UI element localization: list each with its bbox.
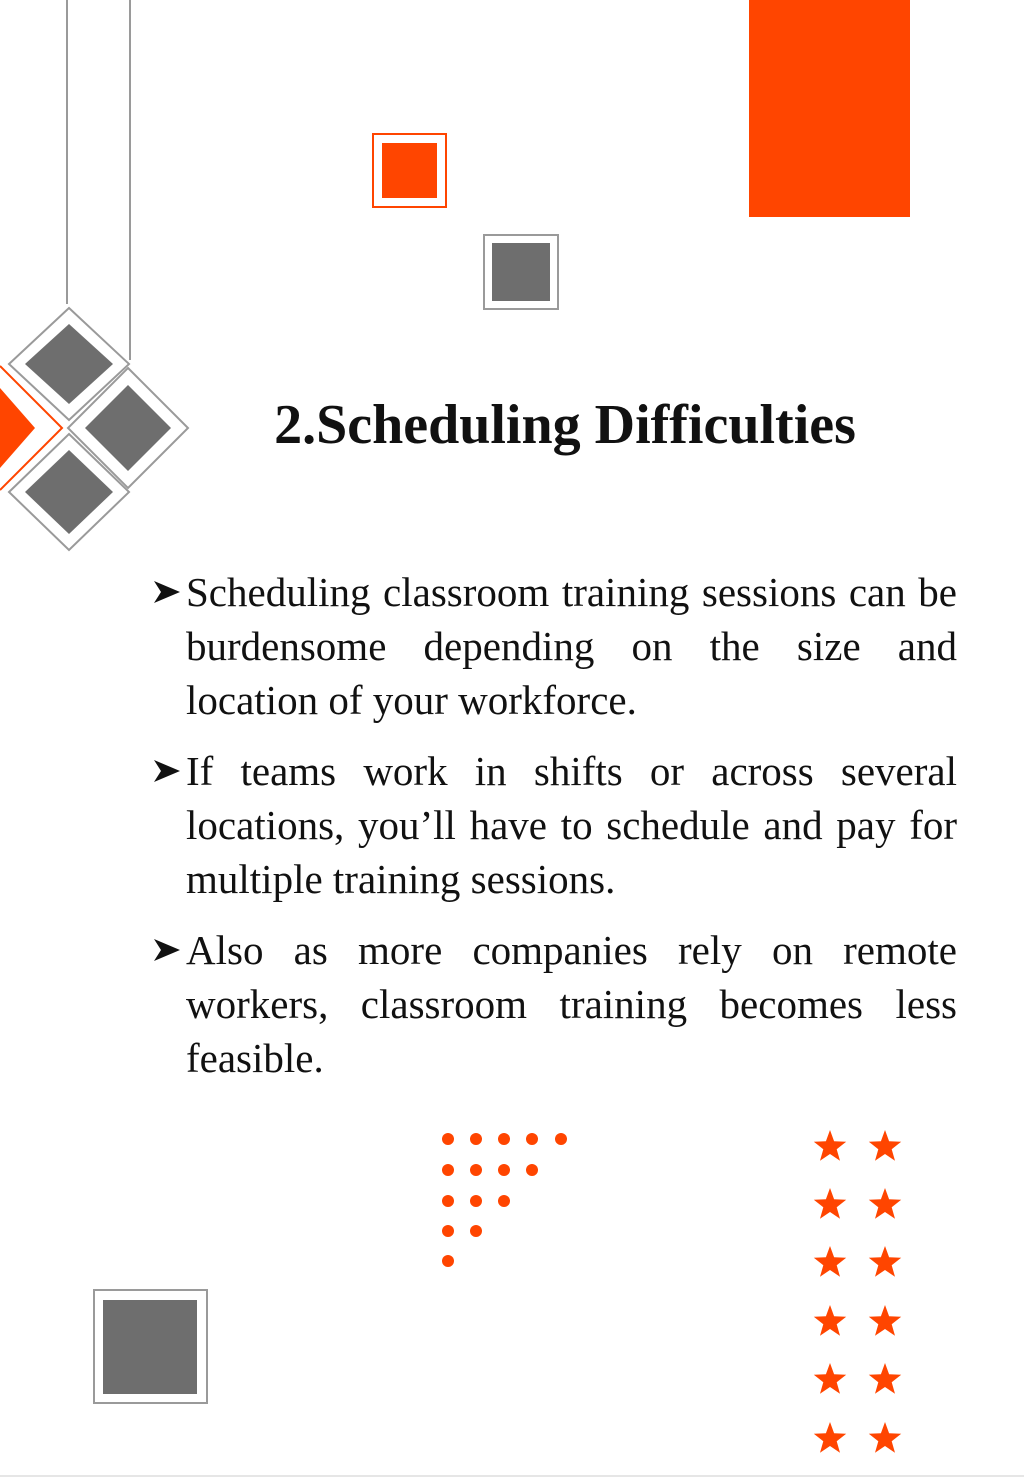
star-icon [869, 1188, 901, 1219]
list-item [152, 923, 957, 1085]
star-icon [869, 1246, 901, 1277]
gray-square-outline [484, 235, 558, 309]
orange-block [749, 0, 910, 217]
list-item [152, 565, 957, 727]
gray-square [492, 243, 550, 301]
star-icon [869, 1363, 901, 1394]
star-icon [814, 1246, 846, 1277]
star-icon [814, 1305, 846, 1336]
list-item [152, 744, 957, 906]
star-icon [814, 1188, 846, 1219]
orange-dots [442, 1133, 567, 1267]
star-icon [869, 1130, 901, 1161]
bullet-text: Scheduling classroom training sessions can be burdensome depending on the size and location of your workforce. [186, 569, 957, 723]
star-icon [814, 1130, 846, 1161]
orange-square [382, 143, 437, 198]
bullet-list [152, 565, 957, 1102]
arrowhead-bullet-icon [152, 744, 186, 798]
star-icon [869, 1305, 901, 1336]
arrowhead-bullet-icon [152, 565, 186, 619]
orange-square-outline [373, 134, 446, 207]
page-title: 2.Scheduling Difficulties [274, 394, 856, 456]
large-gray-square [103, 1300, 197, 1394]
star-icon [814, 1422, 846, 1453]
bullet-text: Also as more companies rely on remote workers, classroom training becomes less feasible. [186, 927, 957, 1081]
star-icon [814, 1363, 846, 1394]
star-icon [869, 1422, 901, 1453]
bullet-text: If teams work in shifts or across several locations, you’ll have to schedule and pay for multiple training sessions. [186, 748, 957, 902]
large-gray-square-outline [94, 1290, 207, 1403]
arrowhead-bullet-icon [152, 923, 186, 977]
